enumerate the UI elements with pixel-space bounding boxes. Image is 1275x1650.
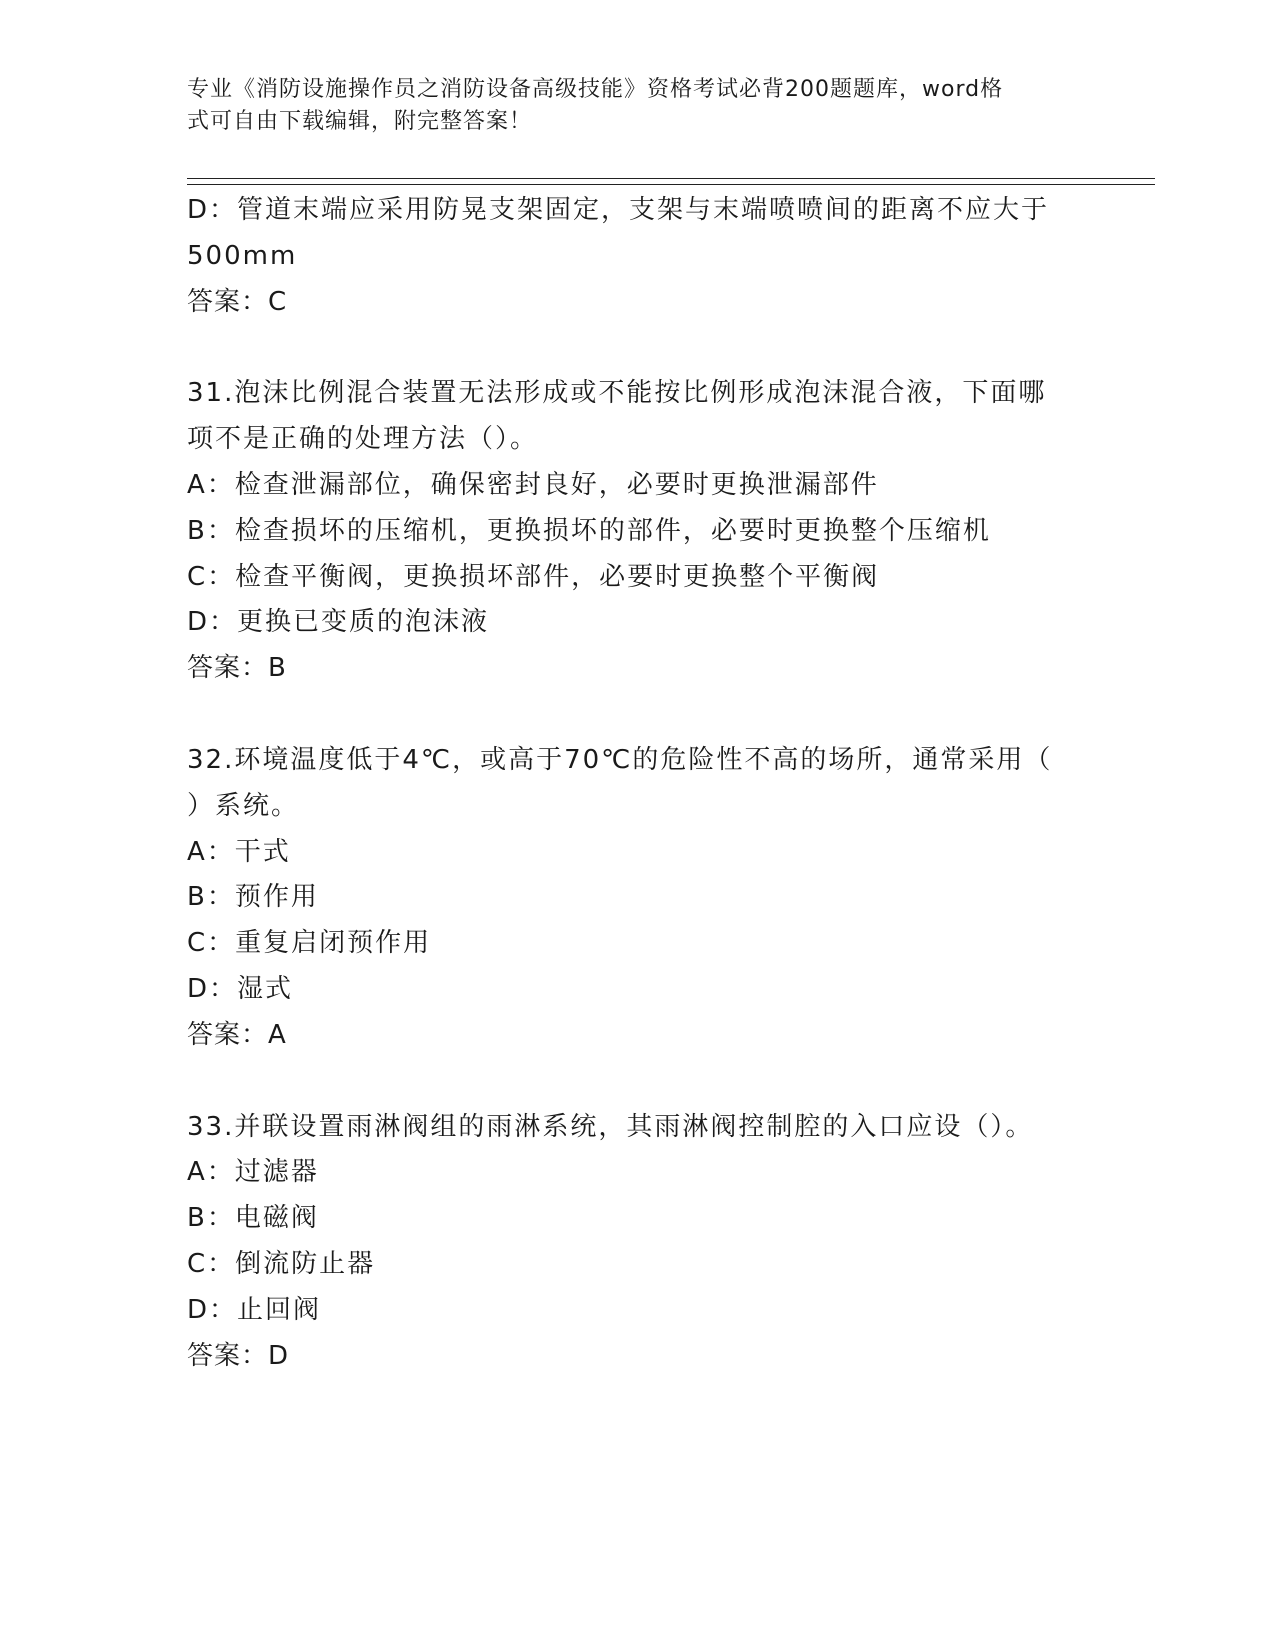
question-stem: 31.泡沫比例混合装置无法形成或不能按比例形成泡沫混合液，下面哪 — [187, 378, 1047, 409]
question-list — [187, 188, 1067, 1379]
document-page — [187, 0, 1157, 1650]
answer-line: 答案：B — [187, 653, 287, 684]
option-d-continued: 500mm — [187, 240, 298, 271]
option-c: C：倒流防止器 — [187, 1248, 376, 1279]
option-a: A：过滤器 — [187, 1157, 319, 1188]
header-line-2: 式可自由下载编辑，附完整答案！ — [187, 109, 533, 134]
question-31 — [187, 371, 1067, 692]
option-b: B：预作用 — [187, 882, 319, 913]
question-spacer — [187, 692, 1067, 738]
answer-line: 答案：A — [187, 1019, 287, 1050]
document-header — [187, 74, 1087, 138]
question-stem: 32.环境温度低于4℃，或高于70℃的危险性不高的场所，通常采用（ — [187, 744, 1053, 775]
question-33 — [187, 1105, 1067, 1380]
answer-line: 答案：D — [187, 1340, 290, 1371]
question-stem-continued: ）系统。 — [187, 790, 300, 821]
option-b: B：电磁阀 — [187, 1203, 319, 1234]
option-d: D：管道末端应采用防晃支架固定，支架与末端喷喷间的距离不应大于 — [187, 195, 1050, 225]
header-line-1: 专业《消防设施操作员之消防设备高级技能》资格考试必背200题题库，word格 — [187, 77, 1004, 102]
option-a: A：检查泄漏部位，确保密封良好，必要时更换泄漏部件 — [187, 469, 879, 500]
option-c: C：重复启闭预作用 — [187, 928, 432, 959]
header-divider — [187, 178, 1155, 185]
option-b: B：检查损坏的压缩机，更换损坏的部件，必要时更换整个压缩机 — [187, 515, 991, 546]
option-c: C：检查平衡阀，更换损坏部件，必要时更换整个平衡阀 — [187, 561, 880, 592]
option-a: A：干式 — [187, 836, 291, 867]
question-30-tail — [187, 188, 1067, 325]
option-d: D：更换已变质的泡沫液 — [187, 607, 490, 638]
question-spacer — [187, 1059, 1067, 1105]
question-32 — [187, 738, 1067, 1059]
option-d: D：止回阀 — [187, 1294, 322, 1325]
answer-line: 答案：C — [187, 286, 288, 317]
question-stem: 33.并联设置雨淋阀组的雨淋系统，其雨淋阀控制腔的入口应设（）。 — [187, 1111, 1034, 1142]
question-spacer — [187, 325, 1067, 371]
question-stem-continued: 项不是正确的处理方法（）。 — [187, 424, 539, 455]
option-d: D：湿式 — [187, 973, 294, 1004]
